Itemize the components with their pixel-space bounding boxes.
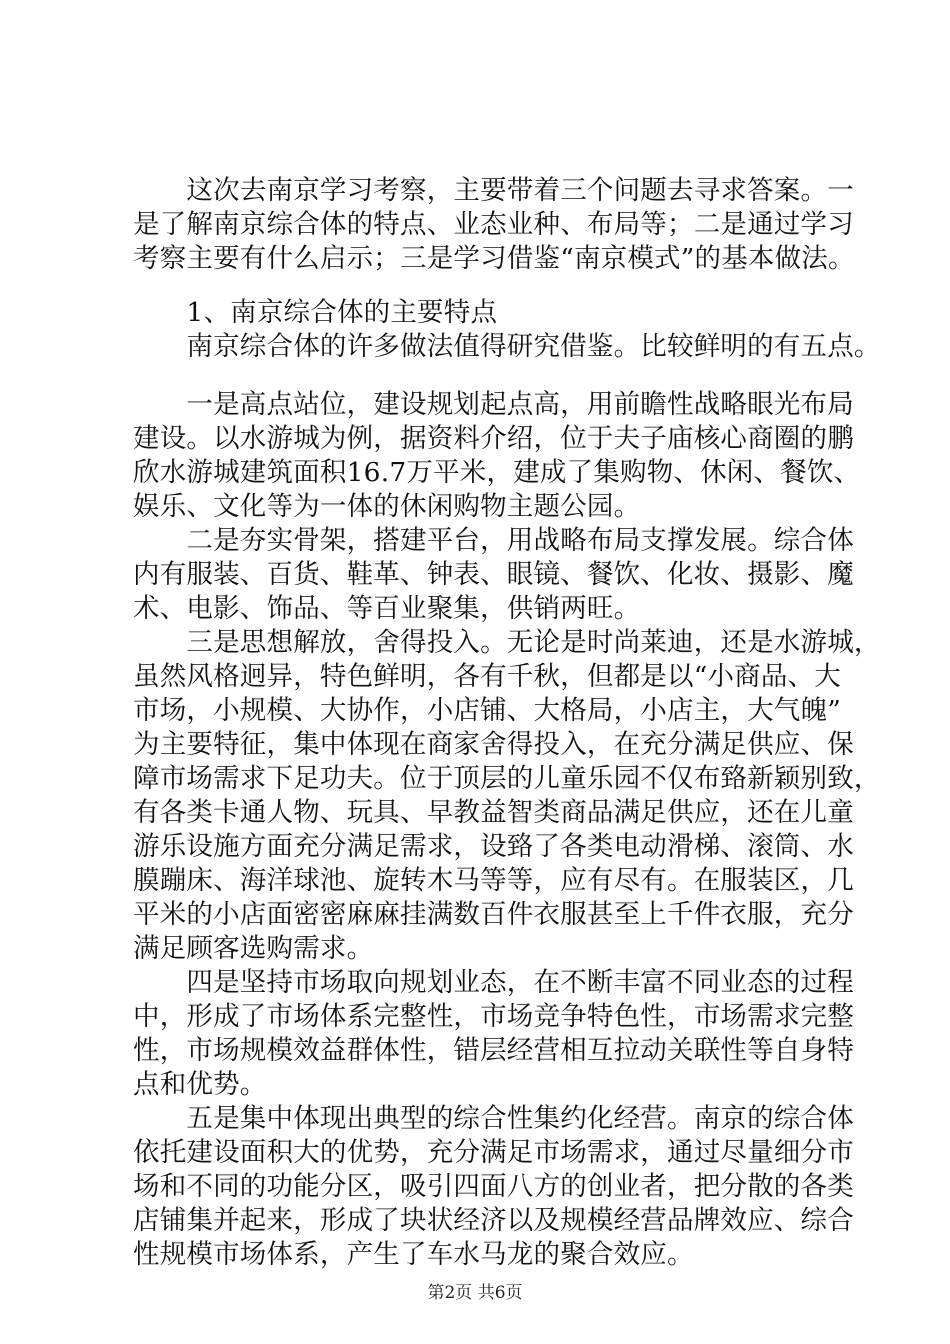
text-line: 游乐设施方面充分满足需求，设臵了各类电动滑梯、滚筒、水 bbox=[133, 831, 854, 862]
text-line: 四是坚持市场取向规划业态，在不断丰富不同业态的过程 bbox=[133, 967, 854, 998]
text-line: 点和优势。 bbox=[133, 1069, 267, 1100]
text-line: 是了解南京综合体的特点、业态业种、布局等；二是通过学习 bbox=[133, 209, 854, 240]
text-line: 市场，小规模、大协作，小店铺、大格局，小店主，大气魄” bbox=[133, 695, 841, 726]
text-line: 术、电影、饰品、等百业聚集，供销两旺。 bbox=[133, 593, 641, 624]
text-line: 五是集中体现出典型的综合性集约化经营。南京的综合体 bbox=[133, 1103, 854, 1134]
text-line: 一是高点站位，建设规划起点高，用前瞻性战略眼光布局 bbox=[133, 389, 854, 420]
text-line: 二是夯实骨架，搭建平台，用战略布局支撑发展。综合体 bbox=[133, 525, 854, 556]
text-line: 虽然风格迥异，特色鲜明，各有千秋，但都是以“小商品、大 bbox=[133, 661, 841, 692]
text-line: 满足顾客选购需求。 bbox=[133, 933, 374, 964]
text-line: 障市场需求下足功夫。位于顶层的儿童乐园不仅布臵新颖别致， bbox=[133, 763, 881, 794]
text-line: 南京综合体的许多做法值得研究借鉴。比较鲜明的有五点。 bbox=[133, 331, 881, 362]
text-line: 中，形成了市场体系完整性，市场竞争特色性，市场需求完整 bbox=[133, 1001, 854, 1032]
text-line: 考察主要有什么启示；三是学习借鉴“南京模式”的基本做法。 bbox=[133, 243, 855, 274]
page-footer: 第2页 共6页 bbox=[427, 1283, 523, 1303]
text-line: 性，市场规模效益群体性，错层经营相互拉动关联性等自身特 bbox=[133, 1035, 854, 1066]
text-line: 这次去南京学习考察，主要带着三个问题去寻求答案。一 bbox=[133, 175, 854, 206]
text-line: 欣水游城建筑面积16.7万平米，建成了集购物、休闲、餐饮、 bbox=[133, 457, 861, 488]
text-line: 依托建设面积大的优势，充分满足市场需求，通过尽量细分市 bbox=[133, 1137, 854, 1168]
text-line: 有各类卡通人物、玩具、早教益智类商品满足供应，还在儿童 bbox=[133, 797, 854, 828]
text-line: 场和不同的功能分区，吸引四面八方的创业者，把分散的各类 bbox=[133, 1171, 854, 1202]
text-line: 膜蹦床、海洋球池、旋转木马等等，应有尽有。在服装区，几 bbox=[133, 865, 854, 896]
text-line: 平米的小店面密密麻麻挂满数百件衣服甚至上千件衣服，充分 bbox=[133, 899, 854, 930]
section-heading: 1、南京综合体的主要特点 bbox=[133, 297, 498, 328]
text-line: 店铺集并起来，形成了块状经济以及规模经营品牌效应、综合 bbox=[133, 1205, 854, 1236]
text-line: 娱乐、文化等为一体的休闲购物主题公园。 bbox=[133, 491, 641, 522]
text-line: 性规模市场体系，产生了车水马龙的聚合效应。 bbox=[133, 1239, 694, 1270]
text-line: 为主要特征，集中体现在商家舍得投入，在充分满足供应、保 bbox=[133, 729, 854, 760]
text-line: 内有服装、百货、鞋革、钟表、眼镜、餐饮、化妆、摄影、魔 bbox=[133, 559, 854, 590]
text-line: 三是思想解放，舍得投入。无论是时尚莱迪，还是水游城， bbox=[133, 627, 881, 658]
text-line: 建设。以水游城为例，据资料介绍，位于夫子庙核心商圈的鹏 bbox=[133, 423, 854, 454]
